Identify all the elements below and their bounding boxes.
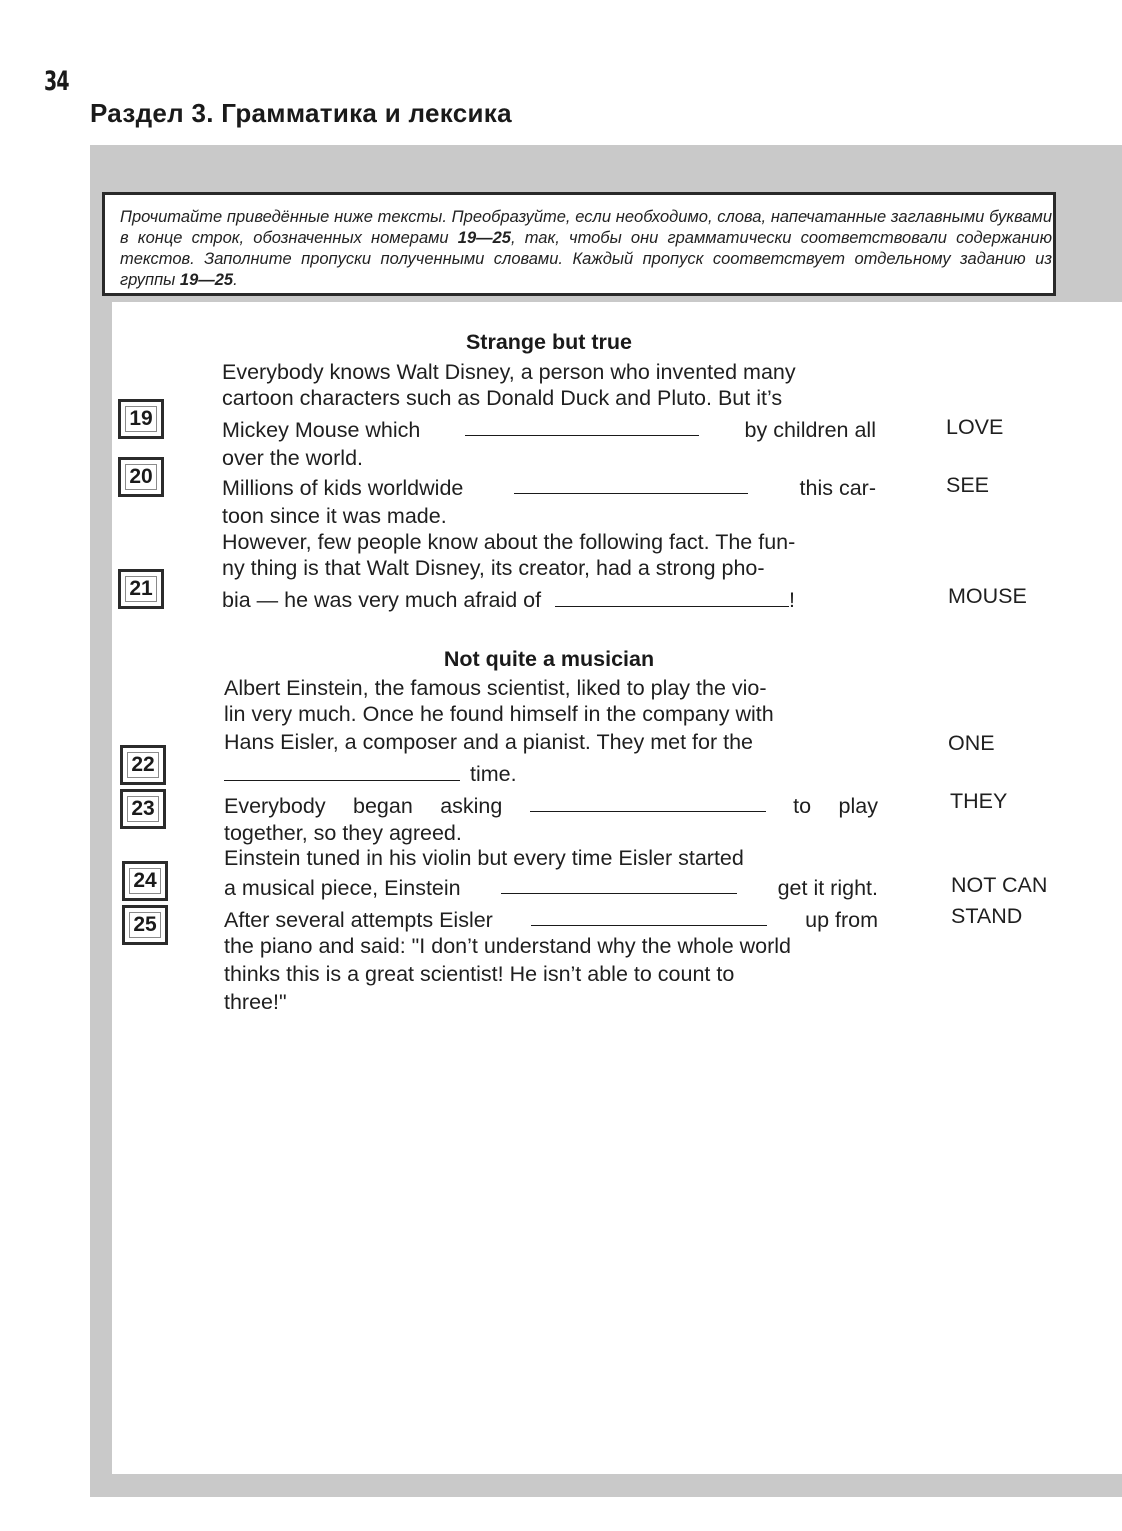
source-word-23: THEY [950, 789, 1008, 813]
text-line [222, 476, 876, 501]
task-number-19: 19 [118, 399, 164, 439]
text-line [222, 588, 795, 613]
text-line: the piano and said: "I don’t understand why the whole world [224, 934, 791, 958]
text-segment: began [353, 794, 413, 818]
source-word-24: NOT CAN [951, 873, 1048, 897]
text-line: Hans Eisler, a composer and a pianist. They met for the [224, 730, 754, 754]
text-segment: to [793, 794, 812, 818]
text-segment: Mickey Mouse which [222, 418, 421, 442]
text-segment: this car- [799, 476, 876, 500]
text-line [224, 876, 878, 901]
text-segment: ! [789, 588, 796, 612]
answer-blank-23[interactable] [530, 794, 766, 812]
task-number-25: 25 [122, 905, 168, 945]
text-line [224, 762, 517, 787]
text-line [224, 908, 878, 933]
story-title-1: Strange but true [465, 330, 633, 354]
task-range: 19—25 [457, 229, 511, 247]
task-number-20: 20 [118, 457, 164, 497]
section-title: Раздел 3. Грамматика и лексика [90, 98, 512, 128]
source-word-20: SEE [946, 473, 990, 497]
source-word-19: LOVE [946, 415, 1004, 439]
text-line: lin very much. Once he found himself in the company with [224, 702, 774, 726]
text-line: cartoon characters such as Donald Duck and Pluto. But it’s [222, 386, 783, 410]
instruction-part: , так, чтобы они грамматически соответствовали содержанию текстов. Заполните пропуски полученными словами. Каждый пропуск соответствует отдельному заданию из группы [120, 229, 1052, 289]
instruction-part: . [233, 271, 238, 289]
text-segment: bia — he was very much afraid of [222, 588, 542, 612]
page-number: 34 [44, 66, 69, 97]
answer-blank-21[interactable] [555, 589, 789, 607]
text-segment: time. [470, 762, 517, 786]
text-line: Einstein tuned in his violin but every time Eisler started [224, 846, 744, 870]
text-line [224, 794, 878, 819]
task-range: 19—25 [179, 271, 234, 289]
answer-blank-24[interactable] [501, 876, 737, 894]
text-line: toon since it was made. [222, 504, 447, 528]
text-line [222, 418, 876, 443]
text-segment: Everybody [224, 794, 326, 818]
text-line: ny thing is that Walt Disney, its creator, had a strong pho- [222, 556, 765, 580]
source-word-25: STAND [951, 904, 1023, 928]
text-line: thinks this is a great scientist! He isn’t able to count to [224, 962, 735, 986]
story-title-2: Not quite a musician [443, 647, 655, 671]
task-number-24: 24 [122, 861, 168, 901]
answer-blank-20[interactable] [514, 476, 748, 494]
answer-blank-25[interactable] [531, 908, 767, 926]
text-line [224, 676, 878, 701]
answer-blank-19[interactable] [465, 418, 699, 436]
text-segment: Millions of kids worldwide [222, 476, 464, 500]
text-segment: asking [440, 794, 503, 818]
text-segment: After several attempts Eisler [224, 908, 493, 932]
text-line: three!" [224, 990, 287, 1014]
text-segment: by children all [744, 418, 876, 442]
task-number-23: 23 [120, 789, 166, 829]
text-line: However, few people know about the following fact. The fun- [222, 530, 796, 554]
text-segment: play [838, 794, 878, 818]
text-segment: a musical piece, Einstein [224, 876, 461, 900]
text-segment: up from [805, 908, 878, 932]
instruction-box [102, 192, 1056, 296]
task-number-22: 22 [120, 745, 166, 785]
text-segment: Albert Einstein, the famous scientist, liked to play the vio- [224, 676, 767, 700]
source-word-21: MOUSE [948, 584, 1027, 608]
source-word-22: ONE [948, 731, 995, 755]
text-line: Everybody knows Walt Disney, a person who invented many [222, 360, 796, 384]
instruction-text [120, 207, 1052, 291]
text-line: over the world. [222, 446, 364, 470]
answer-blank-22[interactable] [224, 763, 460, 781]
task-number-21: 21 [118, 569, 164, 609]
instruction-part: Прочитайте приведённые ниже тексты. Преобразуйте, если необходимо, слова, напечатанные заглавными буквами в конце строк, обозначенных номерами [120, 208, 1052, 247]
text-segment: get it right. [777, 876, 878, 900]
text-line: together, so they agreed. [224, 821, 462, 845]
